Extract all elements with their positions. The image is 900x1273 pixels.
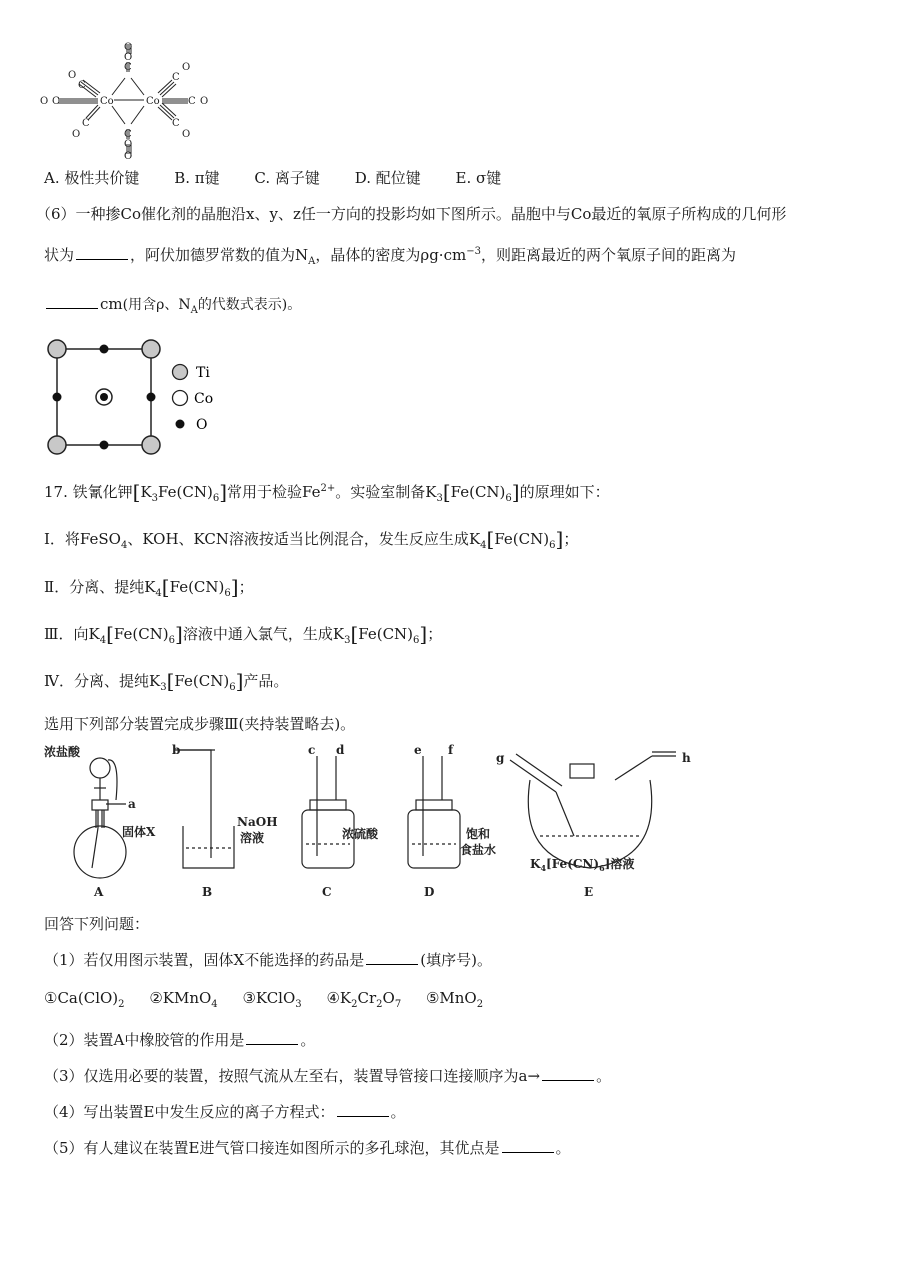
flask-a xyxy=(74,826,126,878)
port-b: b xyxy=(172,743,181,757)
q17-1: （1）若仅用图示装置，固体X不能选择的药品是 (填序号)。 xyxy=(44,951,492,969)
ti-atom xyxy=(48,436,66,454)
legend-o-label: O xyxy=(196,417,208,433)
choice-d: D. 配位键 xyxy=(354,169,421,187)
flask-e xyxy=(528,780,651,868)
apparatus-label-a: A xyxy=(94,885,104,899)
o-atom xyxy=(100,441,109,450)
c-atom: C xyxy=(172,118,180,129)
q17-intro: 17. 铁氰化钾$[K_3Fe(CN)_6]$常用于检验$Fe^{2+}$。实验室制备$K_3[Fe(CN)_6]$的原理如下： xyxy=(44,480,610,504)
option-4: $④K_2Cr_2O_7$ xyxy=(326,989,402,1010)
legend-o-swatch xyxy=(176,420,185,429)
stopper xyxy=(92,800,108,810)
q17-select-line: 选用下列部分装置完成步骤Ⅲ(夹持装置略去)。 xyxy=(44,715,356,733)
q6-line3: cm(用含ρ、$N_A$的代数式表示)。 xyxy=(44,294,301,315)
port-d: d xyxy=(336,743,345,757)
port-e: e xyxy=(414,743,422,757)
o-atom xyxy=(100,393,108,401)
apparatus-b-solution-line1: NaOH xyxy=(237,815,278,829)
c-atom: C xyxy=(78,80,86,91)
option-1: $①Ca(ClO)_2$ xyxy=(44,989,125,1010)
o-atom: O xyxy=(124,52,133,63)
port-g: g xyxy=(496,751,505,765)
answer-blank[interactable] xyxy=(337,1102,389,1117)
o-atom: O xyxy=(72,129,81,140)
co-atom-right: Co xyxy=(146,96,160,107)
ti-atom xyxy=(48,340,66,358)
apparatus-d-reagent-line1: 饱和 xyxy=(466,827,491,841)
c-atom: C xyxy=(188,96,196,107)
ti-atom xyxy=(142,340,160,358)
q17-2: （2）装置A中橡胶管的作用是 。 xyxy=(44,1031,316,1049)
port-c: c xyxy=(308,743,316,757)
option-3: ③KClO$_3$ xyxy=(242,989,302,1010)
q17-step2: Ⅱ．分离、提纯$K_4[Fe(CN)_6]$； xyxy=(44,575,254,599)
apparatus-d-reagent-line2: 食盐水 xyxy=(460,843,497,857)
q17-5: （5）有人建议在装置E进气管口接连如图所示的多孔球泡，其优点是 。 xyxy=(44,1139,571,1157)
crystal-legend xyxy=(170,362,230,438)
apparatus-c-reagent: 浓硫酸 xyxy=(342,827,379,841)
co2co8-structure xyxy=(38,40,218,160)
bond-choices xyxy=(44,168,531,188)
apparatus-label-e: E xyxy=(584,885,594,899)
o-atom: O xyxy=(200,96,209,107)
c-atom: C xyxy=(124,62,132,73)
q17-3: （3）仅选用必要的装置，按照气流从左至右，装置导管接口连接顺序为a→ 。 xyxy=(44,1067,612,1085)
q6-line2: 状为 ，阿伏加德罗常数的值为$N_A$，晶体的密度为$\rho g\cdot cm^{-3}$，则距离最近的两个氧原子间的距离为 xyxy=(44,246,736,267)
q17-step1: Ⅰ．将FeSO$_4$、KOH、KCN溶液按适当比例混合，发生反应生成$K_4[Fe(CN)_6]$； xyxy=(44,527,579,551)
o-atom: O xyxy=(124,42,133,53)
legend-co-swatch xyxy=(173,391,188,406)
apparatus-a-reagent: 浓盐酸 xyxy=(44,745,81,759)
port-a: a xyxy=(128,797,136,811)
o-atom: O xyxy=(182,62,191,73)
answer-blank[interactable] xyxy=(502,1138,554,1153)
port-f: f xyxy=(448,743,454,757)
apparatus-label-b: B xyxy=(202,885,213,899)
legend-co-label: Co xyxy=(194,391,214,407)
apparatus-label-c: C xyxy=(322,885,332,899)
crystal-projection xyxy=(42,336,168,458)
legend-ti-swatch xyxy=(173,365,188,380)
answer-blank[interactable] xyxy=(542,1066,594,1081)
c-atom: C xyxy=(82,118,90,129)
answer-blank[interactable] xyxy=(366,950,418,965)
choice-b: B. π键 xyxy=(174,169,220,187)
separatory-funnel xyxy=(90,758,110,778)
ti-atom xyxy=(142,436,160,454)
c-atom: C xyxy=(172,72,180,83)
q17-1-options xyxy=(44,988,503,1008)
apparatus-a-solid: 固体X xyxy=(122,825,156,839)
choice-c: C. 离子键 xyxy=(254,169,320,187)
port-h: h xyxy=(682,751,691,765)
answer-blank[interactable] xyxy=(76,245,128,260)
answer-below: 回答下列问题： xyxy=(44,915,150,933)
o-atom: O xyxy=(124,151,133,160)
o-atom: O xyxy=(68,70,77,81)
co-atom-left: Co xyxy=(100,96,114,107)
o-atom xyxy=(147,393,156,402)
option-2: ②KMnO$_4$ xyxy=(149,989,218,1010)
c-atom: C xyxy=(124,129,132,140)
q17-step3: Ⅲ．向$K_4[Fe(CN)_6]$溶液中通入氯气，生成$K_3[Fe(CN)_6]$； xyxy=(44,622,443,646)
apparatus-b-solution-line2: 溶液 xyxy=(240,831,265,845)
apparatus-label-d: D xyxy=(424,885,435,899)
o-atom xyxy=(100,345,109,354)
q6-line1: （6）一种掺Co催化剂的晶胞沿x、y、z任一方向的投影均如下图所示。晶胞中与Co最近的氧原子所构成的几何形 xyxy=(36,205,787,223)
o-atom: O xyxy=(40,96,49,107)
answer-blank[interactable] xyxy=(246,1030,298,1045)
o-atom xyxy=(53,393,62,402)
legend-ti-label: Ti xyxy=(196,365,210,381)
o-atom: O xyxy=(124,139,133,150)
q17-4: （4）写出装置E中发生反应的离子方程式： 。 xyxy=(44,1103,406,1121)
apparatus-e-solution: $K_4[Fe(CN)_6]$溶液 xyxy=(530,857,635,873)
apparatus-figure xyxy=(40,740,700,902)
choice-e: E. σ键 xyxy=(455,169,502,187)
o-atom: O xyxy=(182,129,191,140)
answer-blank[interactable] xyxy=(46,294,98,309)
q17-step4: Ⅳ．分离、提纯$K_3[Fe(CN)_6]$产品。 xyxy=(44,669,289,693)
choice-a: A. 极性共价键 xyxy=(44,169,140,187)
c-atom: C xyxy=(52,96,60,107)
option-5: ⑤MnO$_2$ xyxy=(425,989,484,1010)
